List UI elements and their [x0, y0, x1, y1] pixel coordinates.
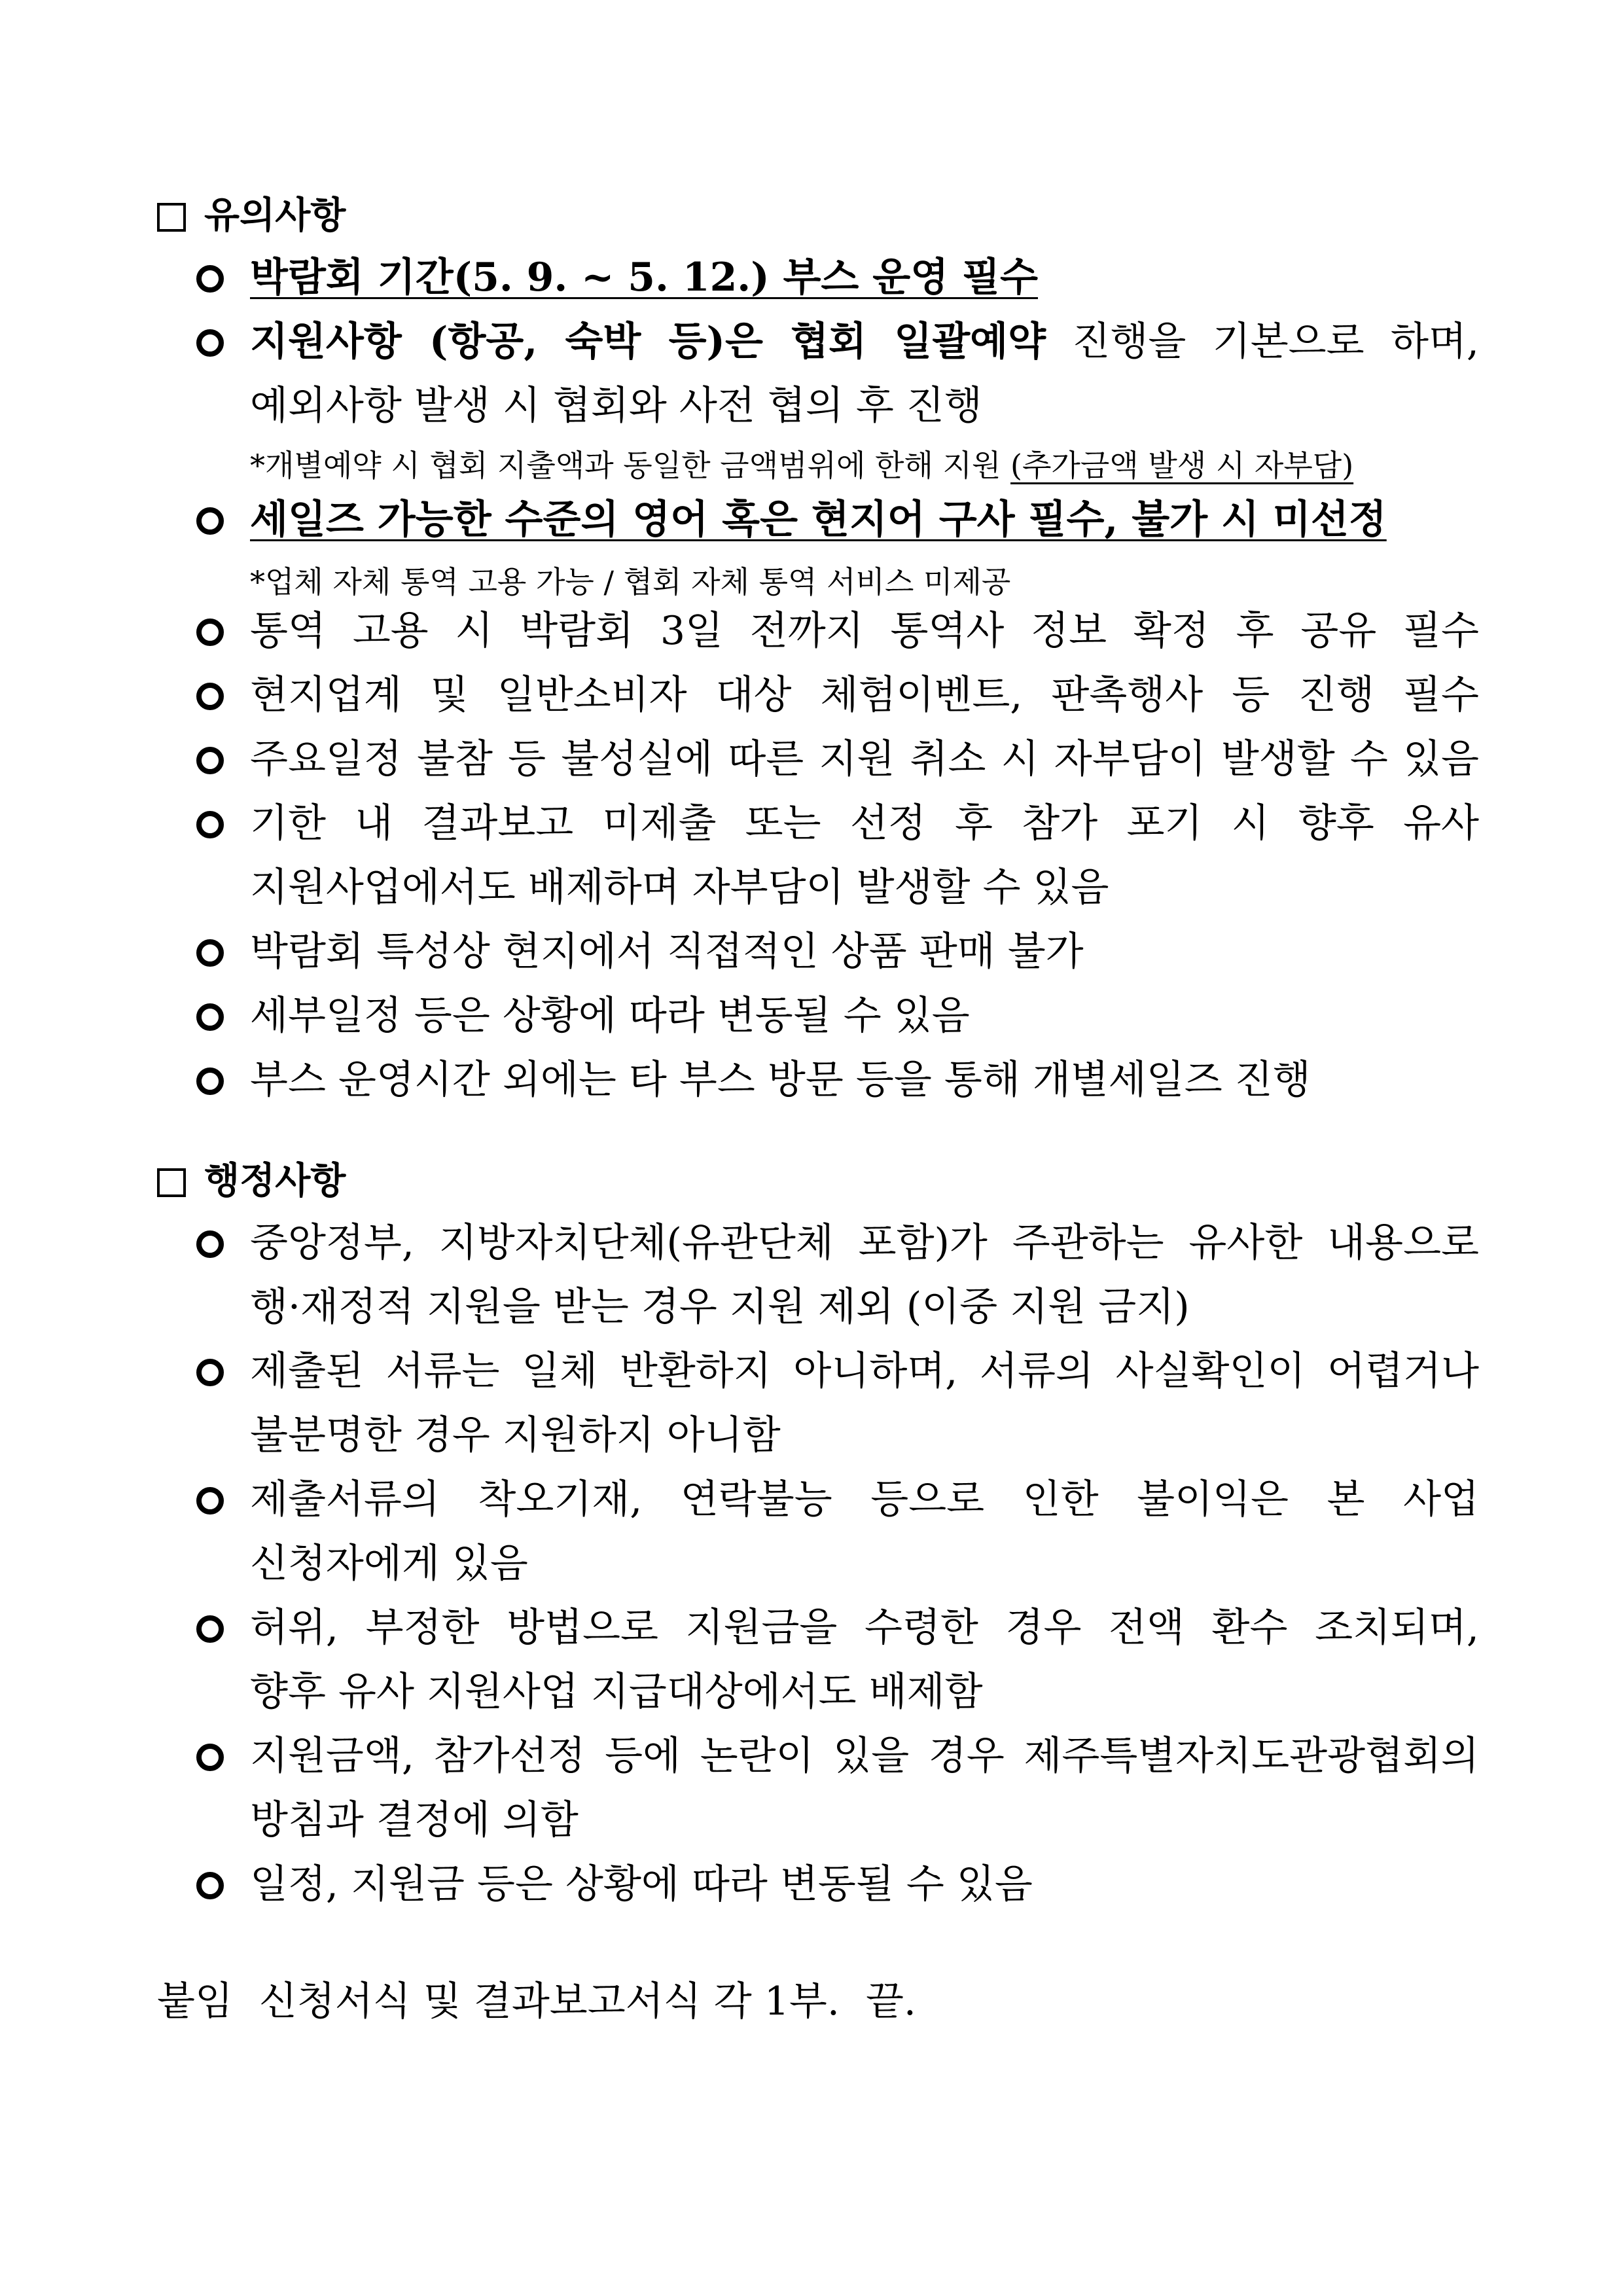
circle-bullet-icon — [196, 747, 224, 774]
item-text: 일정, 지원금 등은 상황에 따라 변동될 수 있음 — [250, 1861, 1033, 1907]
circle-bullet-icon — [196, 1359, 224, 1386]
item-text: 기한 내 결과보고 미제출 또는 선정 후 참가 포기 시 향후 유사 — [250, 800, 1479, 846]
circle-bullet-icon — [196, 1003, 224, 1031]
checkbox-square-icon — [157, 1168, 186, 1197]
item-text: 현지업계 및 일반소비자 대상 체험이벤트, 판촉행사 등 진행 필수 — [250, 672, 1479, 718]
circle-bullet-icon — [196, 811, 224, 838]
list-item — [196, 791, 1479, 920]
item-text: 세부일정 등은 상황에 따라 변동될 수 있음 — [250, 993, 970, 1039]
list-item — [196, 310, 1479, 438]
list-item — [196, 599, 1479, 663]
footnote: *개별예약 시 협회 지출액과 동일한 금액범위에 한해 지원 (추가금액 발생 시 자부담) — [250, 448, 1354, 483]
item-text-continuation: 불분명한 경우 지원하지 아니함 — [250, 1412, 781, 1458]
section-heading-administrative — [157, 1152, 346, 1204]
circle-bullet-icon — [196, 939, 224, 967]
circle-bullet-icon — [196, 619, 224, 646]
item-text-continuation: 신청자에게 있음 — [250, 1541, 528, 1587]
checkbox-square-icon — [157, 203, 186, 232]
list-item — [196, 1048, 1479, 1112]
list-item — [196, 1339, 1479, 1467]
item-text: 중앙정부, 지방자치단체(유관단체 포함)가 주관하는 유사한 내용으로 — [250, 1220, 1479, 1266]
list-item — [196, 488, 1479, 552]
list-item — [196, 1211, 1479, 1339]
item-text: 지원사항 (항공, 숙박 등)은 협회 일괄예약 진행을 기본으로 하며, — [250, 319, 1479, 365]
item-text-continuation: 예외사항 발생 시 협회와 사전 협의 후 진행 — [250, 383, 982, 429]
list-item — [196, 663, 1479, 727]
circle-bullet-icon — [196, 1744, 224, 1771]
circle-bullet-icon — [196, 1067, 224, 1095]
item-text-continuation: 지원사업에서도 배제하며 자부담이 발생할 수 있음 — [250, 865, 1109, 910]
item-text: 통역 고용 시 박람회 3일 전까지 통역사 정보 확정 후 공유 필수 — [250, 608, 1479, 654]
section-heading-notes — [157, 187, 346, 239]
item-text: 제출된 서류는 일체 반환하지 아니하며, 서류의 사실확인이 어렵거나 — [250, 1348, 1479, 1394]
item-text: 박람회 기간(5. 9. ~ 5. 12.) 부스 운영 필수 — [250, 255, 1039, 300]
attachment-text: 신청서식 및 결과보고서식 각 1부. — [259, 1979, 840, 2024]
circle-bullet-icon — [196, 1615, 224, 1643]
circle-bullet-icon — [196, 1872, 224, 1899]
list-item — [196, 1596, 1479, 1724]
end-mark: 끝. — [865, 1979, 916, 2024]
item-text: 세일즈 가능한 수준의 영어 혹은 현지어 구사 필수, 불가 시 미선정 — [250, 497, 1387, 543]
footnote: *업체 자체 통역 고용 가능 / 협회 자체 통역 서비스 미제공 — [250, 564, 1011, 600]
item-text-continuation: 방침과 결정에 의함 — [250, 1797, 579, 1843]
list-item — [196, 727, 1479, 791]
list-item — [196, 245, 1479, 310]
item-text-continuation: 행·재정적 지원을 받는 경우 지원 제외 (이중 지원 금지) — [250, 1284, 1190, 1330]
item-text: 제출서류의 착오기재, 연락불능 등으로 인한 불이익은 본 사업 — [250, 1477, 1479, 1522]
item-text: 부스 운영시간 외에는 타 부스 방문 등을 통해 개별세일즈 진행 — [250, 1057, 1311, 1103]
attachment-line — [157, 1970, 942, 2026]
list-item — [196, 1467, 1479, 1596]
list-item — [196, 984, 1479, 1048]
section-title: 유의사항 — [204, 194, 346, 237]
circle-bullet-icon — [196, 507, 224, 535]
circle-bullet-icon — [196, 265, 224, 293]
circle-bullet-icon — [196, 1487, 224, 1515]
list-item — [196, 1724, 1479, 1852]
list-item — [196, 1852, 1479, 1916]
circle-bullet-icon — [196, 683, 224, 710]
item-text: 허위, 부정한 방법으로 지원금을 수령한 경우 전액 환수 조치되며, — [250, 1605, 1479, 1651]
item-text: 박람회 특성상 현지에서 직접적인 상품 판매 불가 — [250, 929, 1084, 975]
list-item — [196, 920, 1479, 984]
item-text: 지원금액, 참가선정 등에 논란이 있을 경우 제주특별자치도관광협회의 — [250, 1733, 1479, 1779]
circle-bullet-icon — [196, 1230, 224, 1258]
item-text-continuation: 향후 유사 지원사업 지급대상에서도 배제함 — [250, 1669, 983, 1715]
section-title: 행정사항 — [204, 1159, 346, 1202]
attachment-label: 붙임 — [157, 1979, 233, 2024]
circle-bullet-icon — [196, 329, 224, 357]
item-text: 주요일정 불참 등 불성실에 따른 지원 취소 시 자부담이 발생할 수 있음 — [250, 736, 1479, 782]
